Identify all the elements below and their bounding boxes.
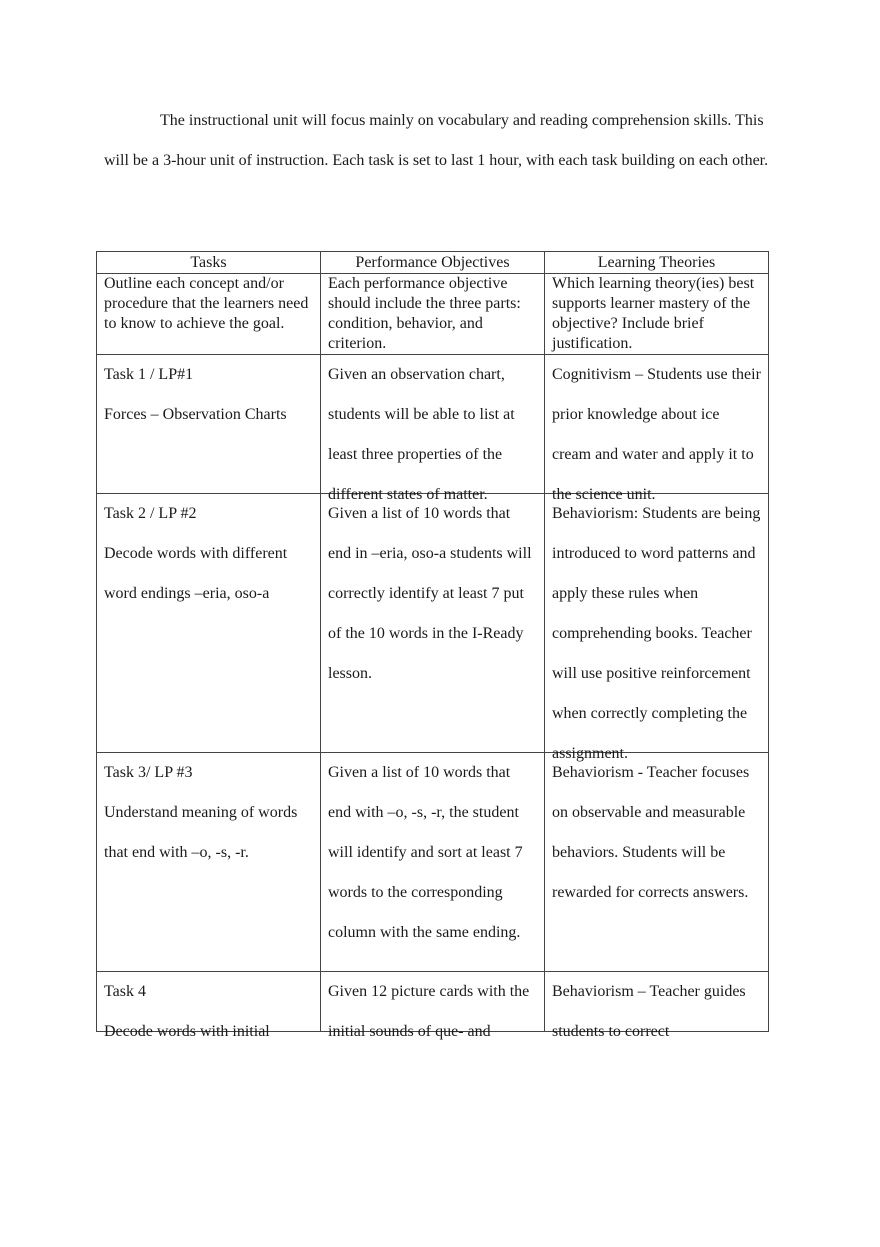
instruction-tasks: Outline each concept and/or procedure that the learners need to know to achieve the goal.: [97, 274, 321, 355]
table-row: [97, 972, 769, 1032]
header-performance-objectives: Performance Objectives: [321, 252, 545, 274]
instruction-objectives: Each performance objective should include the three parts: condition, behavior, and criterion.: [321, 274, 545, 355]
theory-cell: Cognitivism – Students use their prior knowledge about ice cream and water and apply it to the science unit.: [545, 355, 769, 494]
intro-line-1: The instructional unit will focus mainly on vocabulary and reading comprehension skills.: [160, 112, 732, 129]
header-tasks: Tasks: [97, 252, 321, 274]
task-cell: [97, 355, 321, 494]
task-description: Decode words with initial: [104, 1023, 270, 1040]
task-title: Task 1 / LP#1: [104, 366, 194, 383]
task-cell: [97, 972, 321, 1040]
table-row: [97, 355, 769, 494]
instruction-row: [97, 274, 769, 355]
table-row: [97, 753, 769, 972]
header-row: [97, 252, 769, 274]
task-title: Task 4: [104, 983, 146, 1000]
objective-cell: Given a list of 10 words that end with –o, -s, -r, the student will identify and sort at least 7 words to the corresponding column with the same ending.: [321, 753, 545, 972]
task-title: Task 2 / LP #2: [104, 505, 197, 522]
table-row: [97, 494, 769, 753]
task-title: Task 3/ LP #3: [104, 764, 193, 781]
header-learning-theories: Learning Theories: [545, 252, 769, 274]
objective-cell: Given an observation chart, students will be able to list at least three properties of the different states of matter.: [321, 355, 545, 494]
intro-paragraph: [104, 101, 784, 181]
theory-cell: Behaviorism - Teacher focuses on observable and measurable behaviors. Students will be rewarded for corrects answers.: [545, 753, 769, 972]
objectives-table: [96, 251, 769, 1040]
intro-continuation: This will be a 3-hour unit of instruction. Each task is set to last 1 hour, with each task building on each other.: [104, 112, 769, 169]
task-description: Forces – Observation Charts: [104, 406, 287, 423]
objective-cell: Given 12 picture cards with the initial sounds of que- and: [321, 972, 545, 1032]
instruction-theories: Which learning theory(ies) best supports learner mastery of the objective? Include brief justification.: [545, 274, 769, 355]
theory-cell: Behaviorism – Teacher guides students to correct: [545, 972, 769, 1032]
task-description: Decode words with different word endings –eria, oso-a: [104, 545, 288, 602]
task-cell: [97, 753, 321, 972]
theory-cell: Behaviorism: Students are being introduced to word patterns and apply these rules when comprehending books. Teacher will use positive reinforcement when correctly completing the assignment.: [545, 494, 769, 753]
task-cell: [97, 494, 321, 753]
task-description: Understand meaning of words that end with –o, -s, -r.: [104, 804, 298, 861]
objective-cell: Given a list of 10 words that end in –eria, oso-a students will correctly identify at least 7 put of the 10 words in the I-Ready lesson.: [321, 494, 545, 753]
